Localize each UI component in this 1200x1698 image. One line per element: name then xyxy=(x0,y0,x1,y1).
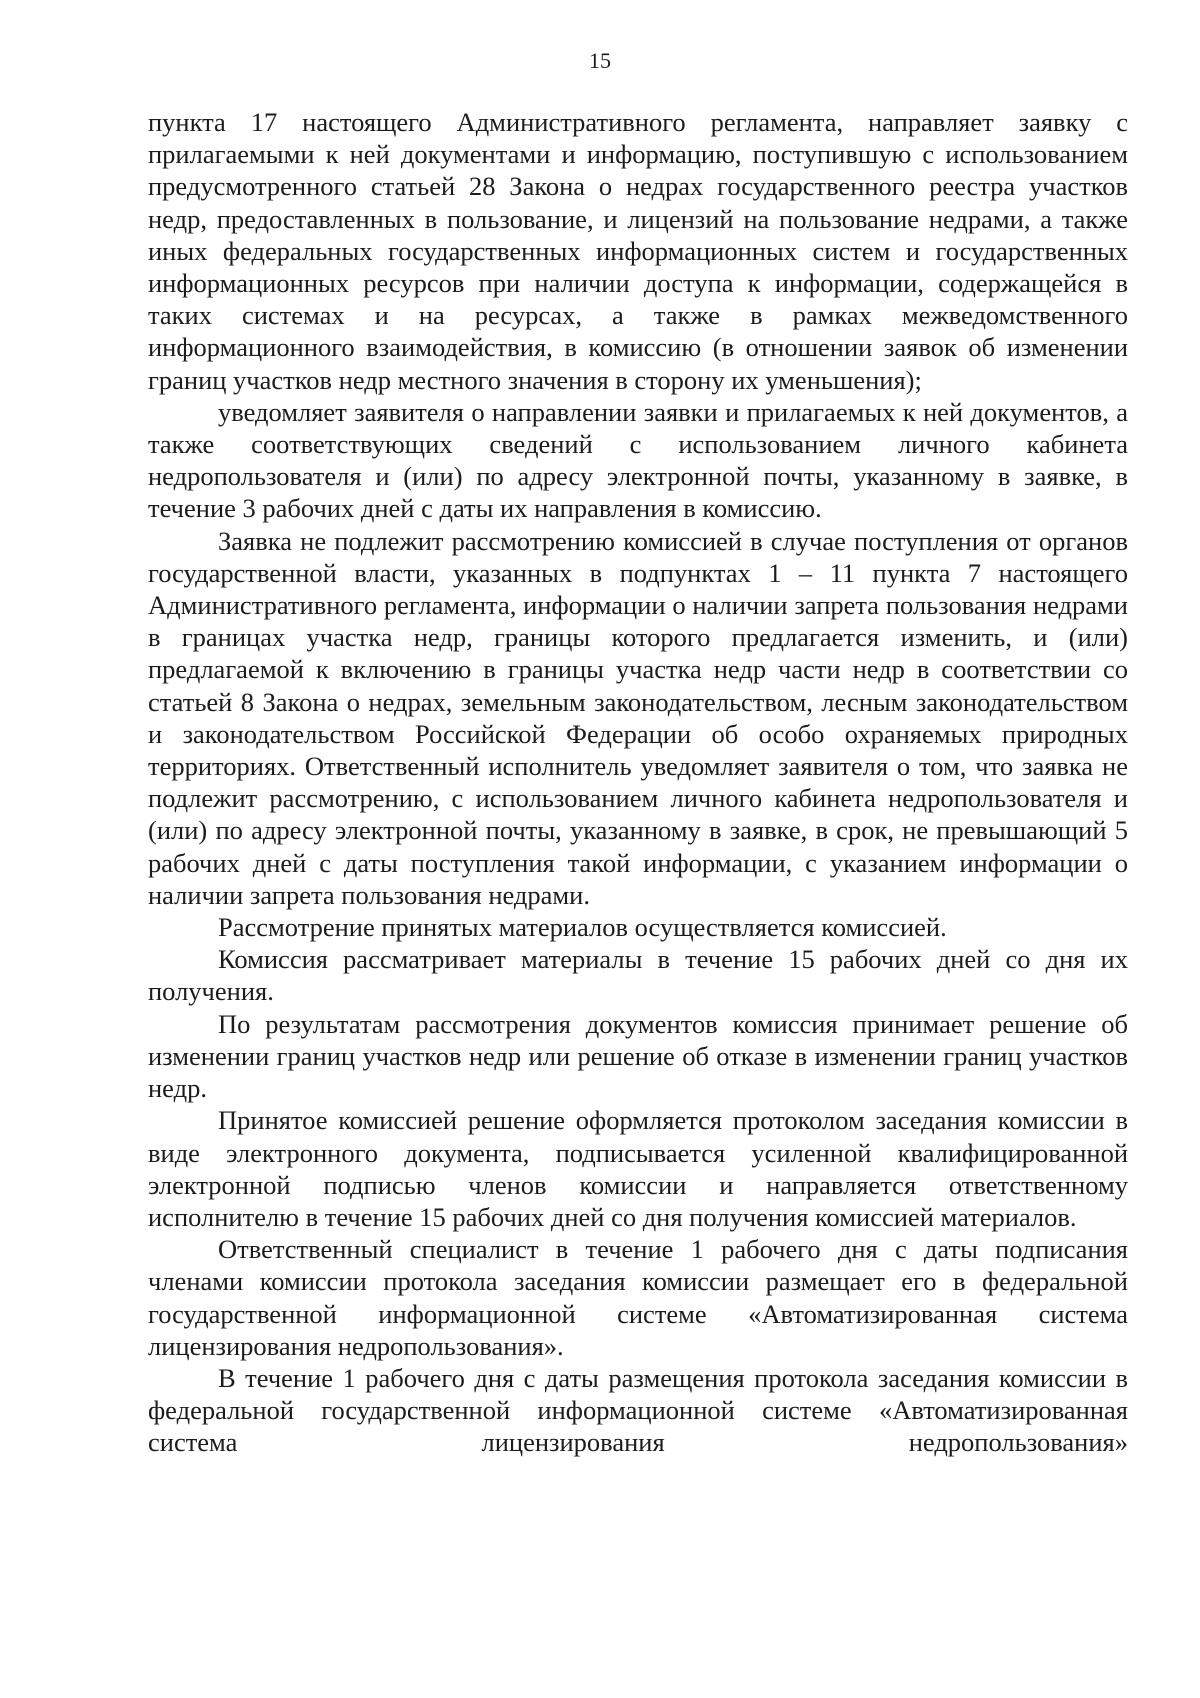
paragraph-notify-applicant: уведомляет заявителя о направлении заявки и прилагаемых к ней документов, а также соответствующих сведений с использованием личного кабинета недропользователя и (или) по адресу электронной почты, указанному в заявке, в течение 3 рабочих дней с даты их направления в комиссию. xyxy=(148,396,1128,524)
paragraph-after-publication: В течение 1 рабочего дня с даты размещения протокола заседания комиссии в федеральной государственной информационной системе «Автоматизированная система лицензирования недропользования» xyxy=(148,1362,1128,1458)
document-body xyxy=(148,106,1128,1459)
paragraph-commission-decision: По результатам рассмотрения документов комиссия принимает решение об изменении границ участков недр или решение об отказе в изменении границ участков недр. xyxy=(148,1008,1128,1104)
paragraph-review-by-commission: Рассмотрение принятых материалов осуществляется комиссией. xyxy=(218,912,947,943)
paragraph-application-rejection: Заявка не подлежит рассмотрению комиссией в случае поступления от органов государственной власти, указанных в подпунктах 1 – 11 пункта 7 настоящего Административного регламента, информации о наличии запрета пользования недрами в границах участка недр, границы которого предлагается изменить, и (или) предлагаемой к включению в границы участка недр части недр в соответствии со статьей 8 Закона о недрах, земельным законодательством, лесным законодательством и законодательством Российской Федерации об особо охраняемых природных территориях. Ответственный исполнитель уведомляет заявителя о том, что заявка не подлежит рассмотрению, с использованием личного кабинета недропользователя и (или) по адресу электронной почты, указанному в заявке, в срок, не превышающий 5 рабочих дней с даты поступления такой информации, с указанием информации о наличии запрета пользования недрами. xyxy=(148,525,1128,910)
paragraph-continuation: пункта 17 настоящего Административного регламента, направляет заявку с прилагаемыми к ней документами и информацию, поступившую с использованием предусмотренного статьей 28 Закона о недрах государственного реестра участков недр, предоставленных в пользование, и лицензий на пользование недрами, а также иных федеральных государственных информационных систем и государственных информационных ресурсов при наличии доступа к информации, содержащейся в таких системах и на ресурсах, а также в рамках межведомственного информационного взаимодействия, в комиссию (в отношении заявок об изменении границ участков недр местного значения в сторону их уменьшения); xyxy=(148,107,1128,395)
paragraph-protocol-publication: Ответственный специалист в течение 1 рабочего дня с даты подписания членами комиссии протокола заседания комиссии размещает его в федеральной государственной информационной системе «Автоматизированная система лицензирования недропользования». xyxy=(148,1234,1128,1361)
paragraph-protocol-signing: Принятое комиссией решение оформляется протоколом заседания комиссии в виде электронного документа, подписывается усиленной квалифицированной электронной подписью членов комиссии и направляется ответственному исполнителю в течение 15 рабочих дней со дня получения комиссией материалов. xyxy=(148,1105,1128,1232)
paragraph-review-period: Комиссия рассматривает материалы в течение 15 рабочих дней со дня их получения. xyxy=(148,944,1128,1007)
page-number: 15 xyxy=(589,48,611,73)
